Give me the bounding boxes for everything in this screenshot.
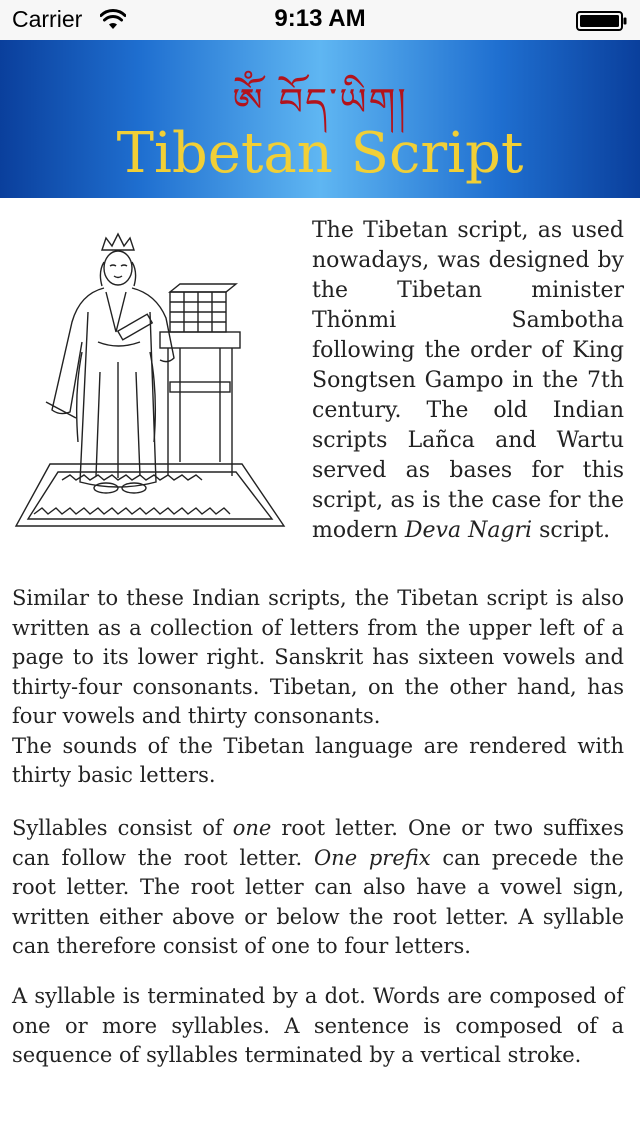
paragraph-letters [12, 584, 624, 791]
carrier-label: Carrier [12, 6, 83, 32]
syllables-italic2: One prefix [313, 845, 431, 870]
intro-text-part1: The Tibetan script, as used nowadays, was designed by the Tibetan minister Thönmi Sambotha following the order of King Songtsen Gampo in the 7th century. The old Indian scripts Lañca and Wartu served as bases for this script, as is the case for the modern [312, 218, 624, 543]
syllables-text-part1: Syllables consist of [12, 816, 233, 840]
intro-text-part2: script. [532, 518, 611, 543]
title-banner [0, 40, 640, 198]
minister-illustration [10, 232, 290, 532]
intro-italic-text: Deva Nagri [404, 518, 533, 543]
article-content [0, 198, 640, 1136]
paragraph-letters-line1: Similar to these Indian scripts, the Tibetan script is also written as a collection of letters from the upper left of a page to its lower right. Sanskrit has sixteen vowels and thirty-four consonants. Tibetan, on the other hand, has four vowels and thirty consonants. [12, 586, 624, 728]
status-time: 9:13 AM [274, 5, 366, 32]
paragraph-sentences: A syllable is terminated by a dot. Words are composed of one or more syllables. A sentence is composed of a sequence of syllables terminated by a vertical stroke. [12, 984, 624, 1067]
intro-paragraph [312, 216, 624, 546]
page-title: Tibetan Script [116, 121, 524, 186]
syllables-text-part3: can precede the root letter. The root letter can also have a vowel sign, written either above or below the root letter. A syllable can therefore consist of one to four letters. [12, 845, 624, 958]
status-bar [0, 0, 640, 40]
syllables-text-part2: root letter. One or two suffixes can follow the root letter. [12, 816, 624, 870]
battery-icon [576, 11, 628, 31]
paragraph-syllables [12, 814, 624, 962]
syllables-italic1: one [232, 816, 272, 840]
tibetan-title: ༀ བོད་ཡིག། [232, 80, 408, 124]
paragraph-letters-line2: The sounds of the Tibetan language are rendered with thirty basic letters. [12, 733, 624, 787]
